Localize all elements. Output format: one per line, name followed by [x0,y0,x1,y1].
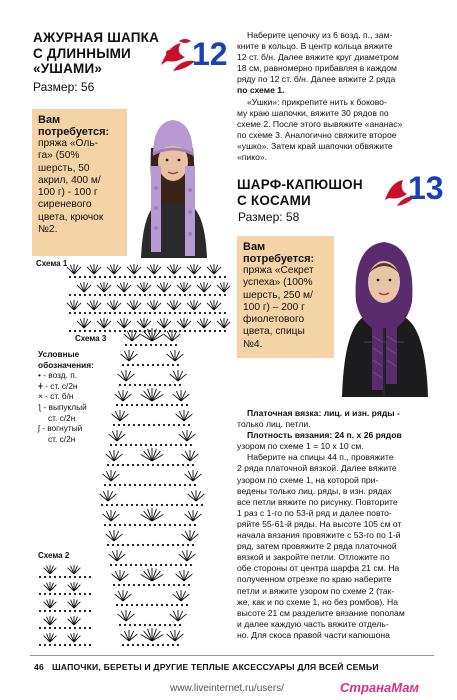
text-line: 18 см, равномерно прибавляя в каждом [237,63,397,74]
pattern-12-title [33,30,159,77]
legend-title: обозначения: [38,359,94,370]
req-line: цвета, крючок [38,211,104,223]
text-line: по схеме 3. Аналогично свяжите второе [237,129,397,140]
text-line: «пико». [237,152,268,163]
text-line: узором по схеме 1 = 10 х 10 см. [237,441,364,452]
scheme-1-label: Схема 1 [36,259,68,268]
double-crochet-icon: ǂ [38,380,46,391]
text-line: Плотность вязания: 24 п. х 26 рядов [247,430,402,441]
req-header: потребуется: [243,253,315,265]
pattern-12-instructions [237,30,433,163]
req-header: потребуется: [38,126,110,138]
req-line: успеха» (100% [243,277,313,289]
legend-item: • - возд. п. [38,370,77,381]
model-photo-hat [127,108,220,258]
req-line: фиолетового [243,314,305,326]
single-crochet-icon: × [38,391,46,402]
text-line: «Ушки»: прикрепите нить к боково- [247,96,387,107]
footer-section-title: ШАПОЧКИ, БЕРЕТЫ И ДРУГИЕ ТЕПЛЫЕ АКСЕССУАРЫ ДЛЯ ВСЕЙ СЕМЬИ [51,662,379,672]
watermark-url: www.liveinternet.ru/users/ [170,683,284,694]
text-line: Платочная вязка: лиц. и изн. ряды - [247,408,400,418]
text-line: петли и вяжите узором по схеме 2 (так- [237,585,395,596]
req-line: акрил, 400 м/ [38,174,101,186]
text-line: 1 раз с 1-го по 53-й ряд и далее повто- [237,507,392,518]
legend-title: Условные [38,349,80,359]
text-line: ряду по 12 ст. б/н. Далее вяжите 2 ряда [237,74,396,85]
req-line: пряжа «Оль- [38,138,99,149]
back-post-icon: ʃ [38,423,43,434]
text-line: обе стороны от центра шарфа 21 см. На [237,563,400,574]
legend-item: ʃ - вогнутый [38,423,83,434]
text-line: 12 ст. б/н. Далее вяжите круг диаметром [237,52,399,63]
req-line: цвета, спицы [243,326,305,338]
page-footer [34,662,379,672]
legend-item: ǂ - ст. с/2н [38,380,78,391]
scheme-2-diagram [36,562,96,652]
text-line: Наберите цепочку из 6 возд. п., зам- [247,30,393,40]
req-line: 100 г) - 100 г [38,187,98,199]
text-line: но. Для скоса правой части капюшона [237,629,390,640]
scheme-3-diagram [96,327,208,657]
pattern-13-title [237,177,363,208]
text-line: по схеме 1. [237,85,285,96]
requirements-box-12 [32,109,127,256]
title-line: «УШАМИ» [33,61,103,76]
title-line: С ДЛИННЫМИ [33,45,131,61]
text-line: только лиц. петли. [237,419,311,430]
footer-rule [30,655,434,656]
text-line: ведены только лиц. ряды, в изн. рядах [237,485,392,496]
text-line: «ушко». Затем край шапочки обвяжите [237,140,393,151]
text-line: Наберите на спицы 44 п., провяжите [247,452,394,463]
req-line: пряжа «Секрет [243,265,314,276]
legend-item: × - ст. б/н [38,391,74,402]
text-line: вязкой и закройте петли. Отложите по [237,552,390,563]
req-header: Вам [243,241,266,253]
text-line: высоте 21 см разделите вязание пополам [237,607,405,618]
req-line: шерсть, 250 м/ [243,289,313,301]
front-post-icon: ƪ [38,401,44,412]
req-line: 100 г) – 200 г [243,301,305,313]
legend-item: ƪ - выпуклый [38,401,87,412]
legend-item: ст. с/2н [48,433,76,444]
text-line: схеме 2. После этого вывяжите «ананас» [237,118,403,129]
pattern-number-13: 13 [408,170,444,206]
text-line: все петли вяжите по рисунку. Повторите [237,496,398,507]
req-line: №2. [38,224,58,236]
title-line: С КОСАМИ [237,192,311,208]
req-line: сиреневого [38,199,92,211]
title-line: АЖУРНАЯ ШАПКА [33,30,160,45]
req-line: га» (50% [38,150,80,162]
text-line: начала вязания провяжите с 53-го по 1-й [237,530,401,541]
text-line: же, как и по схеме 1, но без ромбов). На [237,596,399,607]
req-header: Вам [38,114,61,126]
pattern-13-instructions [237,408,433,641]
requirements-box-13 [237,236,334,358]
scheme-2-label: Схема 2 [38,551,70,560]
req-line: шерсть, 50 [38,162,90,174]
legend-item: ст. с/2н [48,412,76,423]
text-line: узором по схеме 1, на которой при- [237,474,379,485]
text-line: кните в кольцо. В центр кольца вяжите [237,41,393,52]
watermark-logo: СтранаМам [340,680,420,695]
text-line: полученном отрезке по краю наберите [237,574,392,585]
model-photo-hood [334,232,434,397]
scheme-3-label: Схема 3 [75,334,107,343]
req-line: №4. [243,338,263,350]
title-line: ШАРФ-КАПЮШОН [237,177,363,192]
pattern-12-size: Размер: 56 [33,80,95,94]
page-number: 46 [34,662,44,672]
text-line: и далее каждую часть вяжите отдель- [237,618,389,629]
scheme-1-diagram [66,258,230,338]
text-line: му краю шапочки, вяжите 30 рядов по [237,107,389,118]
chain-stitch-icon: • [38,370,44,381]
pattern-13-size: Размер: 58 [238,210,300,224]
text-line: 2 ряда платочной вязкой. Далее вяжите [237,463,397,474]
text-line: ряд, затем провяжите 2 ряда платочной [237,541,397,552]
text-line: ряйте 55-61-й ряды. На высоте 105 см от [237,518,402,529]
pattern-number-12: 12 [192,36,228,72]
